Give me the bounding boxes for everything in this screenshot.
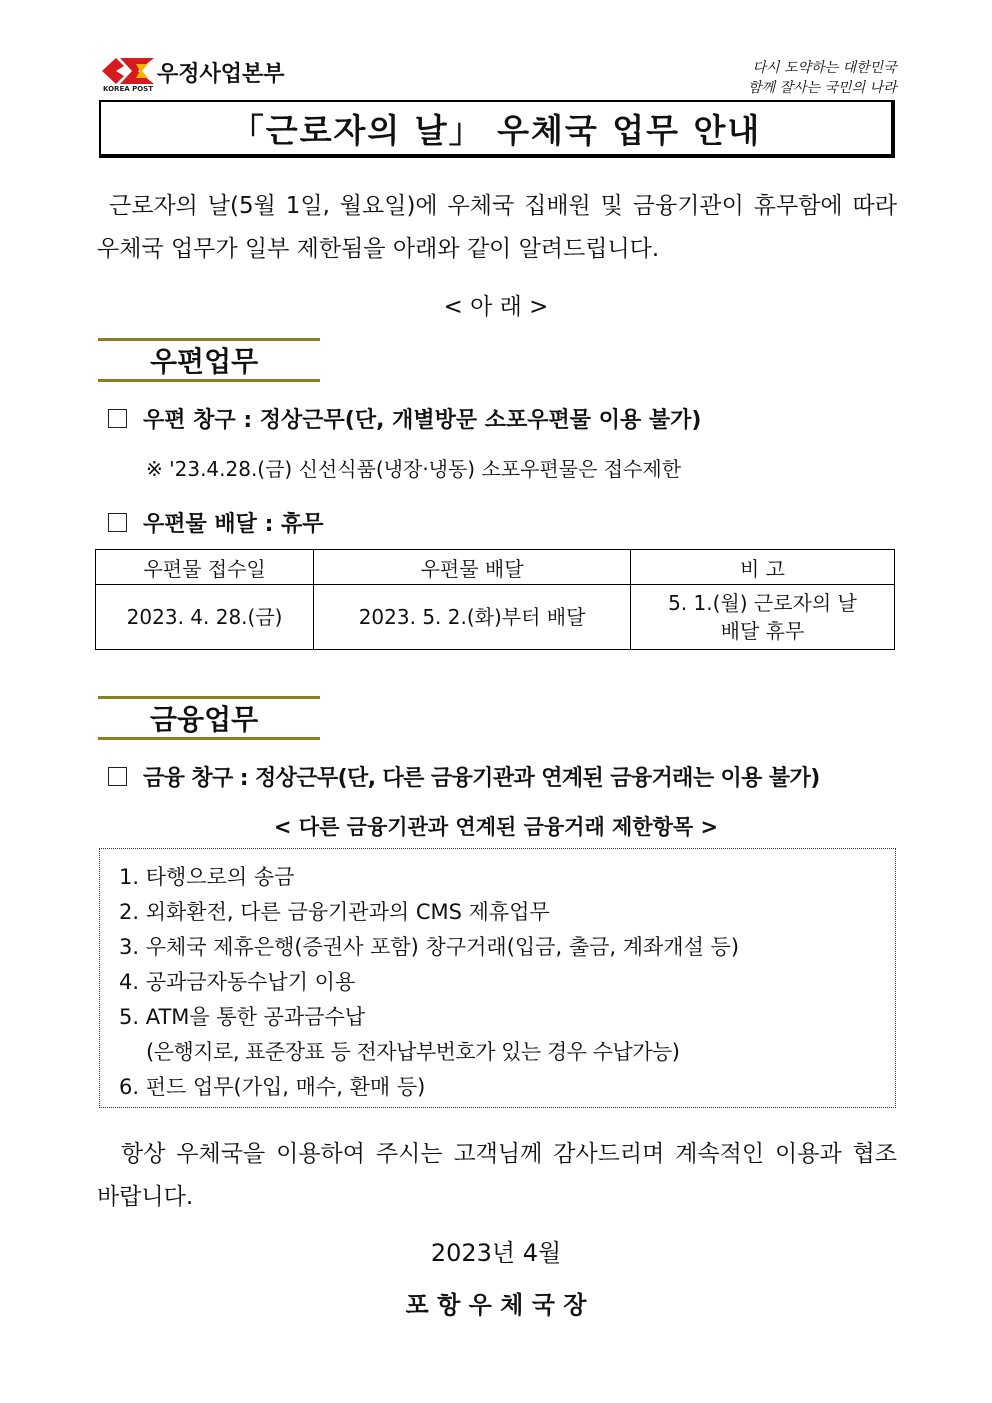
checkbox-icon bbox=[108, 513, 127, 532]
table-header: 우편물 배달 bbox=[314, 550, 631, 585]
list-item: 2. 외화환전, 다른 금융기관과의 CMS 제휴업무 bbox=[119, 900, 550, 924]
postal-delivery-item bbox=[108, 507, 324, 538]
table-header-row bbox=[96, 550, 895, 585]
logo-subtext: KOREA POST bbox=[103, 85, 153, 93]
finance-window-item bbox=[108, 761, 820, 792]
table-header: 우편물 접수일 bbox=[96, 550, 314, 585]
list-item: 5. ATM을 통한 공과금수납 bbox=[119, 1005, 366, 1029]
table-cell: 2023. 5. 2.(화)부터 배달 bbox=[314, 585, 631, 650]
table-header: 비 고 bbox=[630, 550, 894, 585]
postal-delivery-text: 우편물 배달 : 휴무 bbox=[143, 512, 324, 537]
korea-post-logo-icon bbox=[102, 56, 154, 86]
postal-table bbox=[95, 549, 895, 650]
slogan-line-1: 다시 도약하는 대한민국 bbox=[752, 60, 897, 76]
signature: 포 항 우 체 국 장 bbox=[405, 1291, 587, 1319]
postal-note: ※ '23.4.28.(금) 신선식품(냉장·냉동) 소포우편물은 접수제한 bbox=[146, 457, 682, 481]
checkbox-icon bbox=[108, 767, 127, 786]
postal-window-item bbox=[108, 403, 701, 434]
postal-section-heading: 우편업무 bbox=[98, 338, 320, 382]
list-item: 3. 우체국 제휴은행(증권사 포함) 창구거래(입금, 출금, 계좌개설 등) bbox=[119, 935, 740, 959]
checkbox-icon bbox=[108, 409, 127, 428]
remark-line-2: 배달 휴무 bbox=[720, 619, 805, 643]
table-cell: 2023. 4. 28.(금) bbox=[96, 585, 314, 650]
list-item: 4. 공과금자동수납기 이용 bbox=[119, 970, 356, 994]
list-item-note: (은행지로, 표준장표 등 전자납부번호가 있는 경우 수납가능) bbox=[146, 1040, 680, 1064]
remark-line-1: 5. 1.(월) 근로자의 날 bbox=[668, 591, 857, 615]
closing-paragraph: 항상 우체국을 이용하여 주시는 고객님께 감사드리며 계속적인 이용과 협조 바랍니다. bbox=[97, 1141, 897, 1210]
list-item: 6. 펀드 업무(가입, 매수, 환매 등) bbox=[119, 1075, 426, 1099]
table-cell bbox=[630, 585, 894, 650]
slogan bbox=[728, 58, 897, 98]
slogan-line-2: 함께 잘사는 국민의 나라 bbox=[748, 80, 897, 96]
logo-name: 우정사업본부 bbox=[157, 62, 285, 87]
list-item: 1. 타행으로의 송금 bbox=[119, 865, 295, 889]
page-title: 「근로자의 날」 우체국 업무 안내 bbox=[99, 100, 895, 158]
finance-section-heading: 금융업무 bbox=[98, 696, 320, 740]
finance-window-text: 금융 창구 : 정상근무(단, 다른 금융기관과 연계된 금융거래는 이용 불가) bbox=[143, 766, 820, 791]
postal-window-text: 우편 창구 : 정상근무(단, 개별방문 소포우편물 이용 불가) bbox=[143, 408, 702, 433]
intro-paragraph: 근로자의 날(5월 1일, 월요일)에 우체국 집배원 및 금융기관이 휴무함에 따라 우체국 업무가 일부 제한됨을 아래와 같이 알려드립니다. bbox=[97, 193, 897, 262]
document-date: 2023년 4월 bbox=[430, 1239, 562, 1267]
table-row bbox=[96, 585, 895, 650]
restriction-subheading: < 다른 금융기관과 연계된 금융거래 제한항목 > bbox=[273, 815, 719, 839]
below-heading: < 아 래 > bbox=[443, 294, 549, 320]
